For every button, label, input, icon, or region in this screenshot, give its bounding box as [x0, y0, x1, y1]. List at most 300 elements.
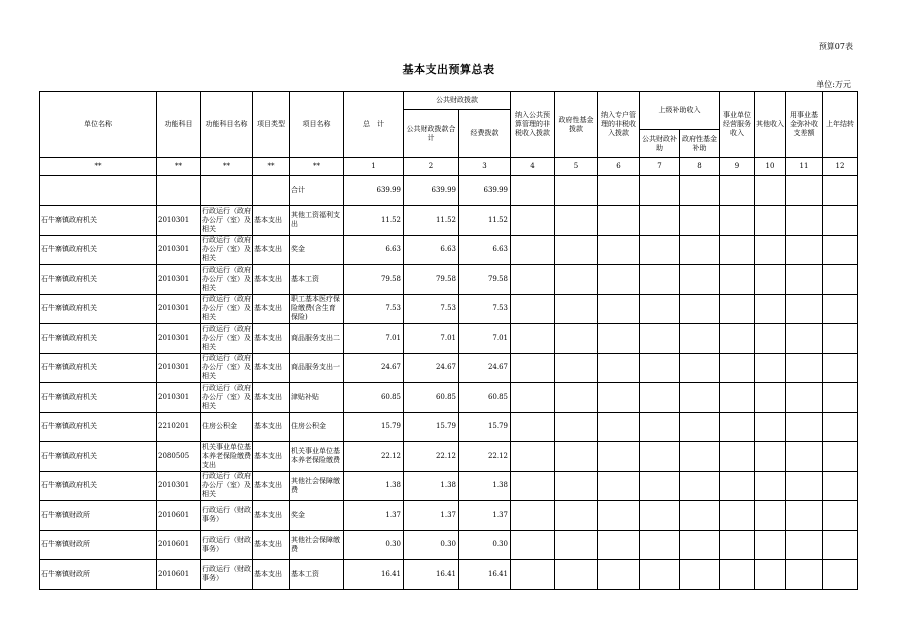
- cell-empty: [823, 383, 858, 413]
- header-make-up: 用事业基金弥补收支差额: [786, 92, 823, 158]
- cell-func-name: [201, 383, 253, 413]
- cell-empty: [755, 442, 786, 472]
- cell-func-name: [201, 412, 253, 442]
- cell-item-name-text: 基本工资: [291, 569, 319, 578]
- cell-total: 79.58: [344, 265, 404, 295]
- index-cell: 8: [680, 158, 720, 176]
- cell-item-name: [290, 442, 344, 472]
- cell-empty: [720, 265, 755, 295]
- cell-empty: [823, 176, 858, 206]
- cell-funding: 1.37: [459, 501, 511, 531]
- header-public-fiscal: 公共财政拨款: [404, 92, 511, 110]
- cell-empty: [640, 383, 680, 413]
- cell-empty: [598, 442, 640, 472]
- cell-func-name: [201, 235, 253, 265]
- cell-public: 79.58: [404, 265, 459, 295]
- cell-empty: [598, 235, 640, 265]
- header-budget-mgmt: 纳入公共预算管理的非税收入拨款: [511, 92, 555, 158]
- cell-empty: [680, 265, 720, 295]
- table-row: [40, 235, 858, 265]
- cell-empty: [680, 383, 720, 413]
- header-public-fiscal-sub: 公共财政拨款合计: [404, 110, 459, 158]
- cell-empty: [786, 176, 823, 206]
- table-row: [40, 265, 858, 295]
- cell-funding: 7.01: [459, 324, 511, 354]
- index-cell: 2: [404, 158, 459, 176]
- cell-func-name-text: 行政运行（政府办公厅（室）及相关: [202, 236, 251, 263]
- cell-func-code: 2010301: [157, 206, 201, 236]
- cell-empty: [720, 324, 755, 354]
- table-row: [40, 412, 858, 442]
- cell-func-code: 2010601: [157, 560, 201, 590]
- cell-item-type: 基本支出: [253, 353, 290, 383]
- cell-empty: [640, 265, 680, 295]
- cell-item-name-text: 其他社会保障缴费: [291, 476, 340, 494]
- cell-empty: [823, 501, 858, 531]
- cell-empty: [598, 412, 640, 442]
- cell-unit-name: 石牛寨镇政府机关: [40, 471, 157, 501]
- cell-empty: [786, 530, 823, 560]
- cell-empty: [680, 530, 720, 560]
- cell-func-name: [201, 501, 253, 531]
- cell-empty: [598, 353, 640, 383]
- cell-public: 6.63: [404, 235, 459, 265]
- cell-public: 16.41: [404, 560, 459, 590]
- index-row: [40, 158, 858, 176]
- cell-item-name-text: 商品服务支出一: [291, 363, 340, 372]
- cell-item-name-text: 其他工资福利支出: [291, 211, 340, 229]
- cell-empty: [823, 471, 858, 501]
- cell-item-name-text: 住房公积金: [291, 422, 326, 431]
- cell-unit-name: 石牛寨镇政府机关: [40, 206, 157, 236]
- cell-empty: [555, 176, 598, 206]
- cell-func-code: 2010301: [157, 471, 201, 501]
- cell-empty: [680, 442, 720, 472]
- cell-unit-name: 石牛寨镇政府机关: [40, 265, 157, 295]
- cell-item-name-text: 其他社会保障缴费: [291, 535, 340, 553]
- cell-item-name: [290, 324, 344, 354]
- cell-empty: [511, 501, 555, 531]
- table-row: [40, 501, 858, 531]
- cell-func-code: 2210201: [157, 412, 201, 442]
- cell-unit-name: 石牛寨镇财政所: [40, 530, 157, 560]
- cell-func-name-text: 行政运行（政府办公厅（室）及相关: [202, 472, 251, 499]
- index-cell: 3: [459, 158, 511, 176]
- cell-func-code: 2010301: [157, 235, 201, 265]
- cell-func-name-text: 行政运行（政府办公厅（室）及相关: [202, 354, 251, 381]
- cell-func-code: 2010301: [157, 383, 201, 413]
- cell-func-name-text: 行政运行（财政事务）: [202, 506, 251, 524]
- cell-empty: [823, 294, 858, 324]
- cell-func-name: [201, 530, 253, 560]
- cell-empty: [555, 235, 598, 265]
- cell-empty: [786, 412, 823, 442]
- cell-empty: [511, 206, 555, 236]
- table-row: [40, 471, 858, 501]
- cell-empty: [40, 176, 157, 206]
- cell-empty: [555, 353, 598, 383]
- cell-unit-name: 石牛寨镇财政所: [40, 560, 157, 590]
- cell-empty: [555, 530, 598, 560]
- cell-empty: [640, 471, 680, 501]
- index-cell: 7: [640, 158, 680, 176]
- cell-empty: [680, 471, 720, 501]
- cell-empty: [755, 176, 786, 206]
- cell-item-name: [290, 265, 344, 295]
- cell-empty: [786, 206, 823, 236]
- table-row: [40, 324, 858, 354]
- cell-empty: [680, 176, 720, 206]
- index-cell: **: [201, 158, 253, 176]
- cell-item-type: 基本支出: [253, 471, 290, 501]
- cell-item-name-text: 奖金: [291, 510, 305, 519]
- total-row: [40, 176, 858, 206]
- cell-empty: [555, 206, 598, 236]
- cell-unit-name: 石牛寨镇政府机关: [40, 412, 157, 442]
- index-cell: **: [253, 158, 290, 176]
- cell-empty: [755, 560, 786, 590]
- cell-empty: [511, 294, 555, 324]
- cell-empty: [640, 501, 680, 531]
- cell-item-name: [290, 206, 344, 236]
- cell-unit-name: 石牛寨镇政府机关: [40, 294, 157, 324]
- cell-empty: [720, 560, 755, 590]
- cell-item-name: [290, 560, 344, 590]
- cell-empty: [755, 235, 786, 265]
- cell-func-name-text: 行政运行（财政事务）: [202, 565, 251, 583]
- cell-empty: [680, 294, 720, 324]
- cell-empty: [511, 383, 555, 413]
- table-row: [40, 294, 858, 324]
- cell-empty: [598, 265, 640, 295]
- table-row: [40, 530, 858, 560]
- cell-empty: [555, 324, 598, 354]
- index-cell: 9: [720, 158, 755, 176]
- cell-funding: 1.38: [459, 471, 511, 501]
- total-public: 639.99: [404, 176, 459, 206]
- cell-public: 7.01: [404, 324, 459, 354]
- index-cell: 11: [786, 158, 823, 176]
- cell-empty: [640, 442, 680, 472]
- index-cell: 6: [598, 158, 640, 176]
- cell-item-name: [290, 471, 344, 501]
- cell-funding: 0.30: [459, 530, 511, 560]
- cell-item-type: 基本支出: [253, 294, 290, 324]
- header-gov-fund: 政府性基金拨款: [555, 92, 598, 158]
- cell-public: 0.30: [404, 530, 459, 560]
- header-func-name: 功能科目名称: [201, 92, 253, 158]
- cell-empty: [755, 324, 786, 354]
- cell-empty: [786, 235, 823, 265]
- cell-empty: [555, 442, 598, 472]
- cell-func-name-text: 行政运行（政府办公厅（室）及相关: [202, 206, 251, 233]
- index-cell: **: [40, 158, 157, 176]
- cell-empty: [640, 530, 680, 560]
- header-carryover: 上年结转: [823, 92, 858, 158]
- cell-public: 1.37: [404, 501, 459, 531]
- cell-func-name-text: 行政运行（政府办公厅（室）及相关: [202, 324, 251, 351]
- header-func-code: 功能科目: [157, 92, 201, 158]
- cell-funding: 7.53: [459, 294, 511, 324]
- cell-item-name: [290, 501, 344, 531]
- cell-total: 6.63: [344, 235, 404, 265]
- cell-func-name-text: 行政运行（政府办公厅（室）及相关: [202, 295, 251, 322]
- table-row: [40, 206, 858, 236]
- cell-item-name-text: 商品服务支出二: [291, 333, 340, 342]
- cell-total: 1.37: [344, 501, 404, 531]
- cell-empty: [823, 353, 858, 383]
- header-special-mgmt: 纳入专户管理的非税收入拨款: [598, 92, 640, 158]
- cell-item-type: 基本支出: [253, 501, 290, 531]
- index-cell: **: [290, 158, 344, 176]
- header-item-name: 项目名称: [290, 92, 344, 158]
- cell-empty: [201, 176, 253, 206]
- cell-empty: [720, 412, 755, 442]
- cell-empty: [755, 294, 786, 324]
- index-cell: 12: [823, 158, 858, 176]
- cell-total: 7.01: [344, 324, 404, 354]
- cell-total: 7.53: [344, 294, 404, 324]
- cell-item-type: 基本支出: [253, 412, 290, 442]
- header-superior-public: 公共财政补助: [640, 130, 680, 158]
- cell-func-code: 2010601: [157, 501, 201, 531]
- cell-empty: [823, 265, 858, 295]
- cell-empty: [823, 530, 858, 560]
- cell-empty: [680, 501, 720, 531]
- cell-public: 24.67: [404, 353, 459, 383]
- cell-empty: [786, 383, 823, 413]
- table-row: [40, 560, 858, 590]
- cell-empty: [555, 265, 598, 295]
- cell-public: 15.79: [404, 412, 459, 442]
- index-cell: 10: [755, 158, 786, 176]
- cell-empty: [720, 501, 755, 531]
- cell-func-name: [201, 206, 253, 236]
- cell-empty: [598, 206, 640, 236]
- cell-item-name: [290, 353, 344, 383]
- cell-empty: [823, 442, 858, 472]
- cell-total: 60.85: [344, 383, 404, 413]
- cell-item-name: [290, 235, 344, 265]
- cell-func-name: [201, 442, 253, 472]
- cell-func-code: 2010301: [157, 294, 201, 324]
- cell-func-name-text: 住房公积金: [202, 422, 237, 431]
- cell-empty: [680, 206, 720, 236]
- cell-empty: [720, 442, 755, 472]
- cell-empty: [555, 294, 598, 324]
- cell-empty: [755, 265, 786, 295]
- cell-item-type: 基本支出: [253, 324, 290, 354]
- cell-public: 7.53: [404, 294, 459, 324]
- cell-empty: [786, 471, 823, 501]
- cell-empty: [640, 324, 680, 354]
- cell-func-name: [201, 324, 253, 354]
- cell-empty: [511, 560, 555, 590]
- cell-empty: [720, 353, 755, 383]
- total-label: 合计: [290, 176, 344, 206]
- cell-empty: [555, 383, 598, 413]
- header-unit-name: 单位名称: [40, 92, 157, 158]
- cell-item-type: 基本支出: [253, 383, 290, 413]
- cell-empty: [640, 412, 680, 442]
- cell-item-name: [290, 530, 344, 560]
- cell-empty: [511, 442, 555, 472]
- table-header: [40, 92, 858, 176]
- cell-empty: [720, 530, 755, 560]
- cell-empty: [720, 383, 755, 413]
- cell-funding: 16.41: [459, 560, 511, 590]
- table-row: [40, 383, 858, 413]
- cell-empty: [640, 560, 680, 590]
- index-cell: 4: [511, 158, 555, 176]
- cell-func-name: [201, 265, 253, 295]
- cell-unit-name: 石牛寨镇政府机关: [40, 353, 157, 383]
- cell-empty: [786, 501, 823, 531]
- cell-empty: [720, 235, 755, 265]
- header-other: 其他收入: [755, 92, 786, 158]
- cell-public: 1.38: [404, 471, 459, 501]
- unit-label: 单位:万元: [816, 80, 851, 89]
- cell-empty: [555, 501, 598, 531]
- cell-func-code: 2010601: [157, 530, 201, 560]
- cell-func-name: [201, 353, 253, 383]
- cell-empty: [720, 176, 755, 206]
- cell-empty: [598, 324, 640, 354]
- cell-empty: [680, 560, 720, 590]
- cell-funding: 15.79: [459, 412, 511, 442]
- cell-item-name: [290, 383, 344, 413]
- cell-empty: [786, 442, 823, 472]
- cell-unit-name: 石牛寨镇政府机关: [40, 235, 157, 265]
- cell-empty: [555, 412, 598, 442]
- cell-empty: [680, 235, 720, 265]
- cell-empty: [786, 324, 823, 354]
- cell-item-type: 基本支出: [253, 235, 290, 265]
- cell-empty: [823, 235, 858, 265]
- cell-func-code: 2010301: [157, 265, 201, 295]
- cell-empty: [755, 530, 786, 560]
- cell-item-type: 基本支出: [253, 206, 290, 236]
- cell-empty: [157, 176, 201, 206]
- index-cell: 5: [555, 158, 598, 176]
- cell-total: 0.30: [344, 530, 404, 560]
- cell-func-code: 2080505: [157, 442, 201, 472]
- cell-empty: [511, 235, 555, 265]
- header-business: 事业单位经营服务收入: [720, 92, 755, 158]
- header-superior: 上级补助收入: [640, 92, 720, 130]
- cell-public: 60.85: [404, 383, 459, 413]
- cell-total: 24.67: [344, 353, 404, 383]
- cell-empty: [598, 294, 640, 324]
- cell-total: 11.52: [344, 206, 404, 236]
- cell-empty: [555, 471, 598, 501]
- cell-func-code: 2010301: [157, 324, 201, 354]
- cell-empty: [823, 412, 858, 442]
- cell-total: 15.79: [344, 412, 404, 442]
- cell-func-name-text: 行政运行（政府办公厅（室）及相关: [202, 383, 251, 410]
- cell-unit-name: 石牛寨镇政府机关: [40, 324, 157, 354]
- cell-empty: [680, 412, 720, 442]
- cell-empty: [598, 471, 640, 501]
- cell-empty: [755, 412, 786, 442]
- cell-total: 16.41: [344, 560, 404, 590]
- cell-func-name-text: 行政运行（财政事务）: [202, 535, 251, 553]
- cell-empty: [598, 530, 640, 560]
- budget-table: [39, 91, 858, 590]
- cell-item-type: 基本支出: [253, 442, 290, 472]
- cell-unit-name: 石牛寨镇政府机关: [40, 442, 157, 472]
- cell-empty: [555, 560, 598, 590]
- cell-item-name-text: 基本工资: [291, 274, 319, 283]
- cell-public: 11.52: [404, 206, 459, 236]
- cell-empty: [680, 324, 720, 354]
- cell-empty: [755, 353, 786, 383]
- header-superior-gov: 政府性基金补助: [680, 130, 720, 158]
- cell-item-name-text: 奖金: [291, 245, 305, 254]
- cell-empty: [755, 501, 786, 531]
- cell-empty: [680, 353, 720, 383]
- cell-empty: [253, 176, 290, 206]
- index-cell: 1: [344, 158, 404, 176]
- cell-empty: [755, 206, 786, 236]
- total-funding: 639.99: [459, 176, 511, 206]
- cell-empty: [786, 560, 823, 590]
- header-funding: 经费拨款: [459, 110, 511, 158]
- cell-empty: [640, 353, 680, 383]
- cell-func-code: 2010301: [157, 353, 201, 383]
- cell-empty: [720, 471, 755, 501]
- cell-func-name-text: 机关事业单位基本养老保险缴费支出: [202, 442, 251, 469]
- cell-empty: [823, 324, 858, 354]
- cell-item-type: 基本支出: [253, 560, 290, 590]
- header-total: 总 计: [344, 92, 404, 158]
- cell-empty: [598, 176, 640, 206]
- cell-item-name: [290, 412, 344, 442]
- cell-empty: [511, 530, 555, 560]
- cell-empty: [511, 471, 555, 501]
- cell-funding: 60.85: [459, 383, 511, 413]
- cell-empty: [823, 560, 858, 590]
- cell-empty: [511, 265, 555, 295]
- cell-funding: 22.12: [459, 442, 511, 472]
- total-amount: 639.99: [344, 176, 404, 206]
- cell-empty: [720, 206, 755, 236]
- table-body: [40, 176, 858, 590]
- header-item-type: 项目类型: [253, 92, 290, 158]
- cell-funding: 11.52: [459, 206, 511, 236]
- cell-empty: [823, 206, 858, 236]
- cell-empty: [511, 176, 555, 206]
- cell-item-name-text: 机关事业单位基本养老保险缴费: [291, 447, 340, 465]
- index-cell: **: [157, 158, 201, 176]
- cell-empty: [598, 501, 640, 531]
- cell-empty: [640, 206, 680, 236]
- cell-item-type: 基本支出: [253, 265, 290, 295]
- cell-empty: [786, 294, 823, 324]
- cell-public: 22.12: [404, 442, 459, 472]
- table-row: [40, 353, 858, 383]
- cell-func-name: [201, 294, 253, 324]
- cell-empty: [640, 235, 680, 265]
- cell-funding: 6.63: [459, 235, 511, 265]
- cell-empty: [786, 265, 823, 295]
- cell-empty: [511, 412, 555, 442]
- cell-empty: [755, 383, 786, 413]
- cell-total: 1.38: [344, 471, 404, 501]
- form-number: 预算07表: [818, 42, 853, 51]
- cell-empty: [511, 353, 555, 383]
- cell-empty: [720, 294, 755, 324]
